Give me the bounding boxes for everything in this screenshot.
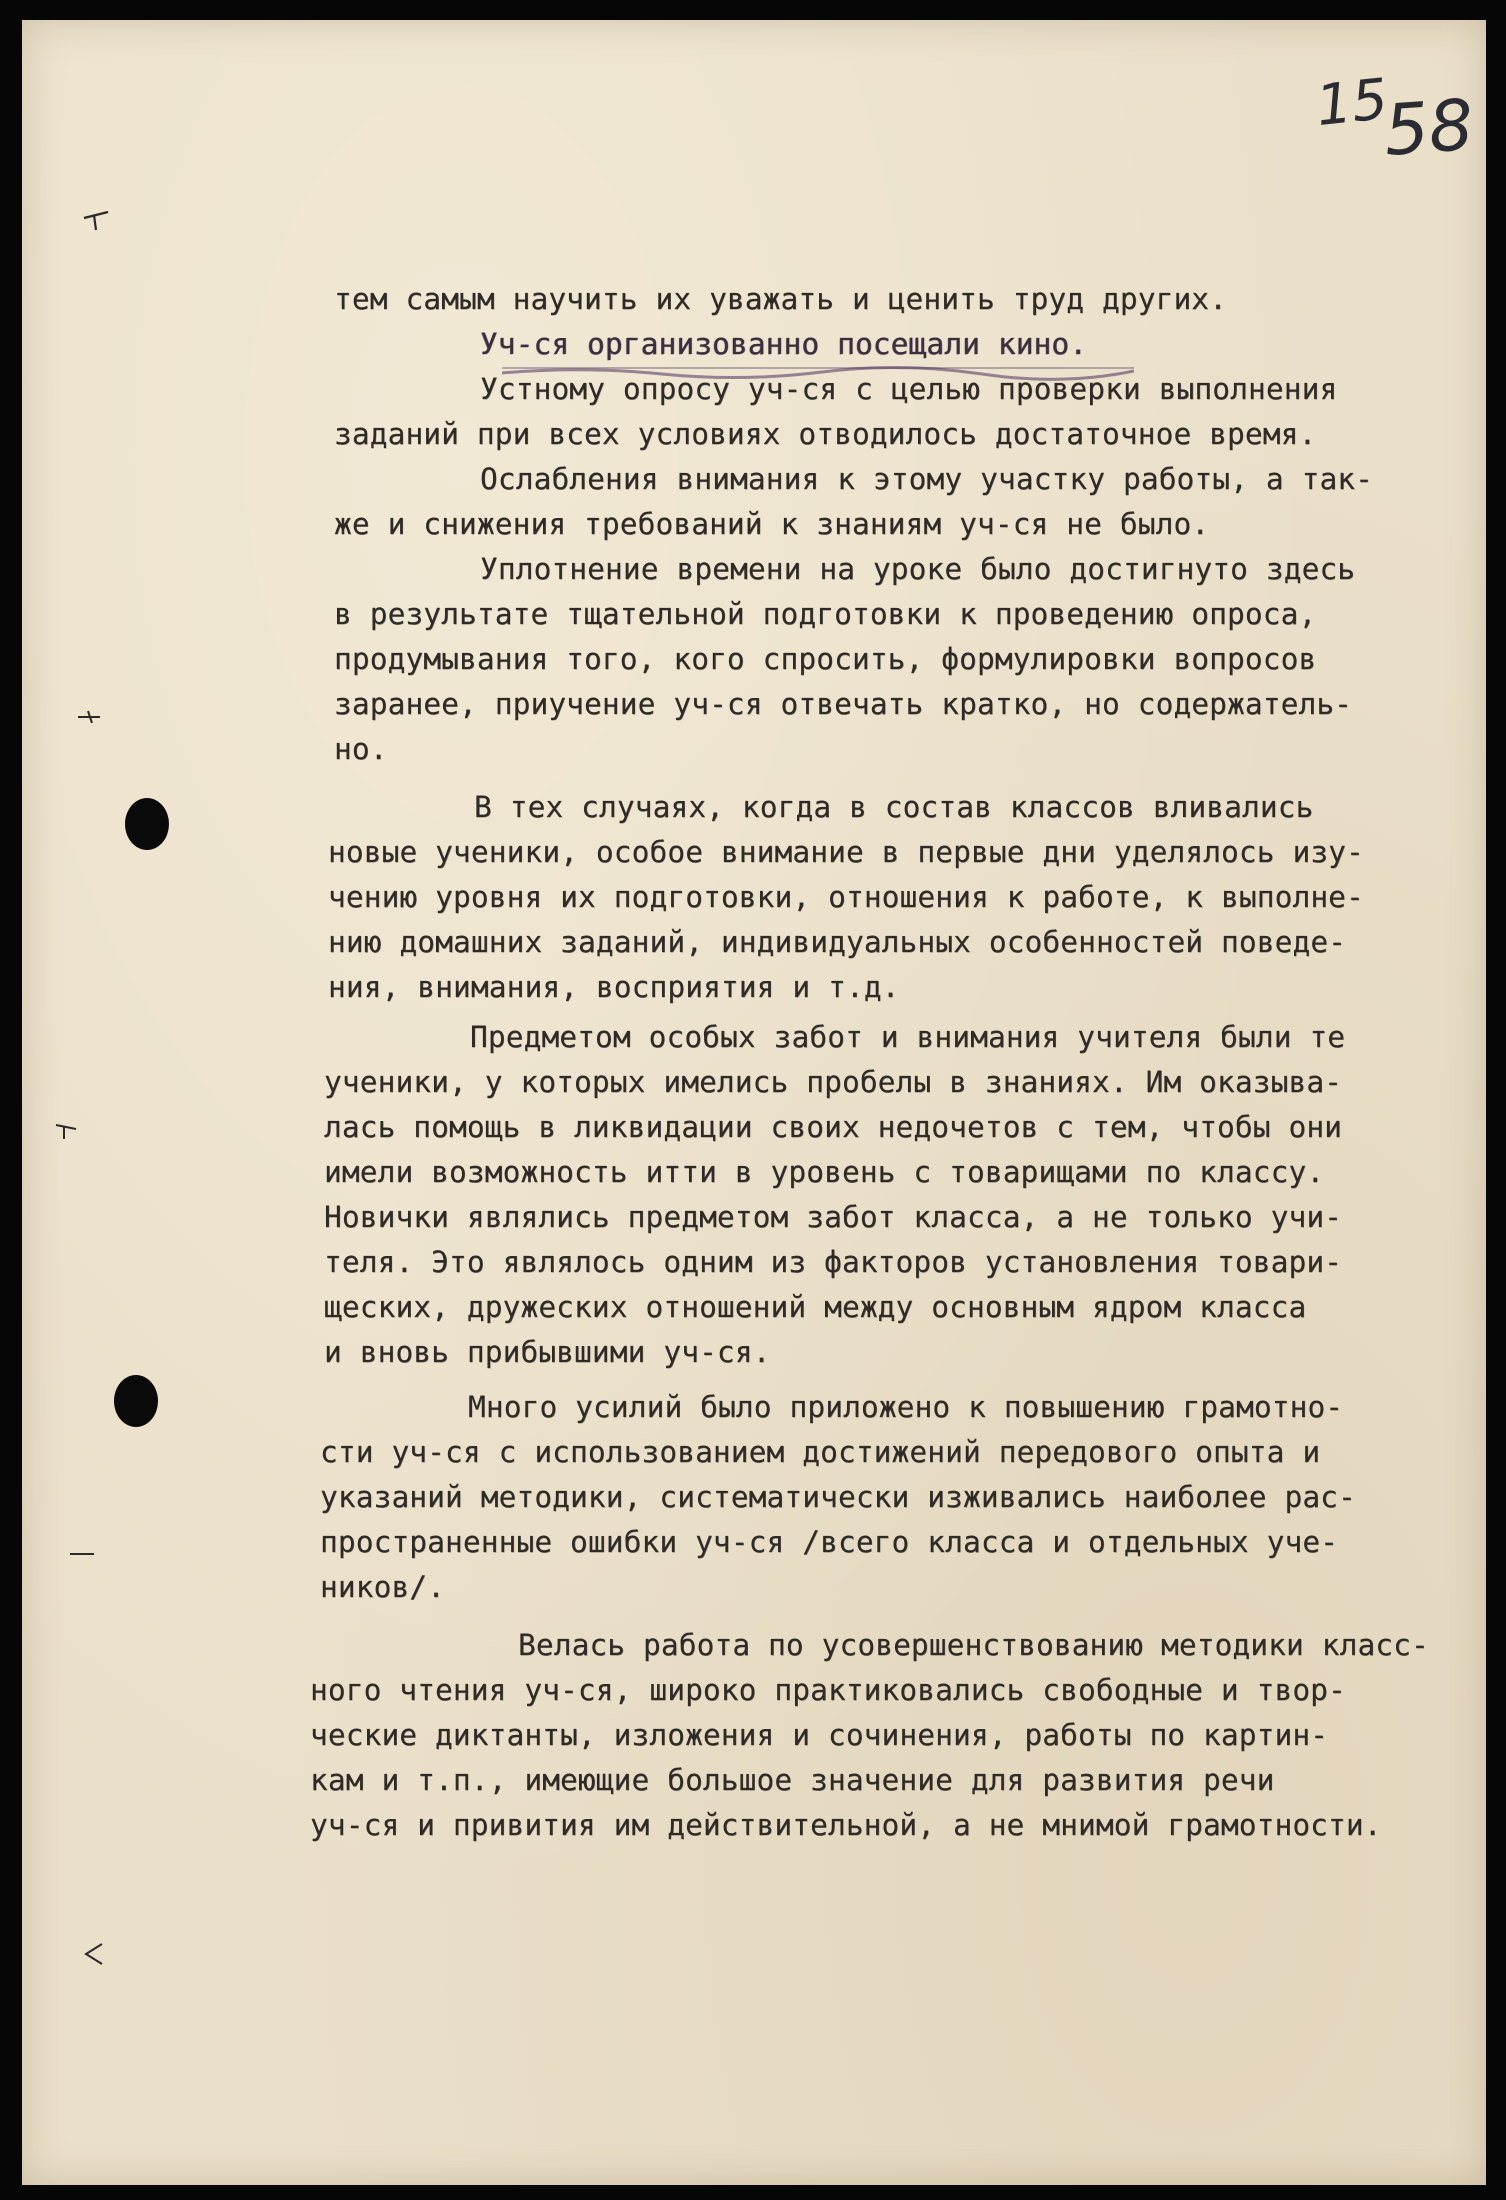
text-line: Ослабления внимания к этому участку работы, а так-: [480, 462, 1374, 496]
punch-hole-upper: [125, 798, 169, 850]
text-line: имели возможность итти в уровень с товарищами по классу.: [324, 1155, 1325, 1189]
text-line: Много усилий было приложено к повышению грамотно-: [468, 1390, 1344, 1424]
text-line: ученики, у которых имелись пробелы в знаниях. Им оказыва-: [324, 1065, 1343, 1099]
text-line: кам и т.п., имеющие большое значение для развития речи: [310, 1763, 1275, 1797]
margin-tick-mark: [80, 1942, 110, 1966]
text-line: Велась работа по усовершенствованию методики класс-: [518, 1628, 1429, 1662]
document-page: [22, 20, 1486, 2185]
text-line: Предметом особых забот и внимания учителя были те: [470, 1020, 1346, 1054]
text-line: ния, внимания, восприятия и т.д.: [328, 970, 900, 1004]
text-line: лась помощь в ликвидации своих недочетов с тем, чтобы они: [324, 1110, 1343, 1144]
margin-tick-mark: [74, 705, 104, 729]
text-line: чению уровня их подготовки, отношения к работе, к выполне-: [328, 880, 1364, 914]
folio-number-old: 15: [1313, 66, 1391, 139]
text-line: заданий при всех условиях отводилось достаточное время.: [334, 417, 1317, 451]
text-line: пространенные ошибки уч-ся /всего класса и отдельных уче-: [320, 1525, 1339, 1559]
text-line: и вновь прибывшими уч-ся.: [324, 1335, 771, 1369]
text-line: же и снижения требований к знаниям уч-ся не было.: [334, 507, 1210, 541]
text-line: ного чтения уч-ся, широко практиковались свободные и твор-: [310, 1673, 1346, 1707]
punch-hole-lower: [114, 1375, 158, 1427]
text-line: Уплотнение времени на уроке было достигнуто здесь: [480, 552, 1356, 586]
text-line: в результате тщательной подготовки к проведению опроса,: [334, 597, 1317, 631]
text-line: Устному опросу уч-ся с целью проверки выполнения: [480, 372, 1338, 406]
text-line: В тех случаях, когда в состав классов вливались: [474, 790, 1314, 824]
text-line: уч-ся и привития им действительной, а не мнимой грамотности.: [310, 1808, 1382, 1842]
margin-tick-mark: [68, 1542, 98, 1566]
text-line: указаний методики, систематически изживались наиболее рас-: [320, 1480, 1356, 1514]
text-line: но.: [334, 732, 388, 766]
folio-number: [1307, 60, 1497, 180]
text-line: теля. Это являлось одним из факторов установления товари-: [324, 1245, 1343, 1279]
text-line: сти уч-ся с использованием достижений передового опыта и: [320, 1435, 1321, 1469]
margin-tick-mark: [52, 1117, 82, 1141]
text-line: тем самым научить их уважать и ценить труд других.: [334, 282, 1228, 316]
struck-text-line: Уч-ся организованно посещали кино.: [480, 327, 1088, 361]
text-line: новые ученики, особое внимание в первые дни уделялось изу-: [328, 835, 1364, 869]
margin-tick-mark: [82, 208, 112, 232]
text-line: ческие диктанты, изложения и сочинения, работы по картин-: [310, 1718, 1329, 1752]
text-line: нию домашних заданий, индивидуальных особенностей поведе-: [328, 925, 1347, 959]
text-line: заранее, приучение уч-ся отвечать кратко, но содержатель-: [334, 687, 1353, 721]
text-line: продумывания того, кого спросить, формулировки вопросов: [334, 642, 1317, 676]
text-line: Новички являлись предметом забот класса, а не только учи-: [324, 1200, 1343, 1234]
text-line: ников/.: [320, 1570, 446, 1604]
text-line: щеских, дружеских отношений между основным ядром класса: [324, 1290, 1307, 1324]
folio-number-new: 58: [1381, 83, 1476, 172]
